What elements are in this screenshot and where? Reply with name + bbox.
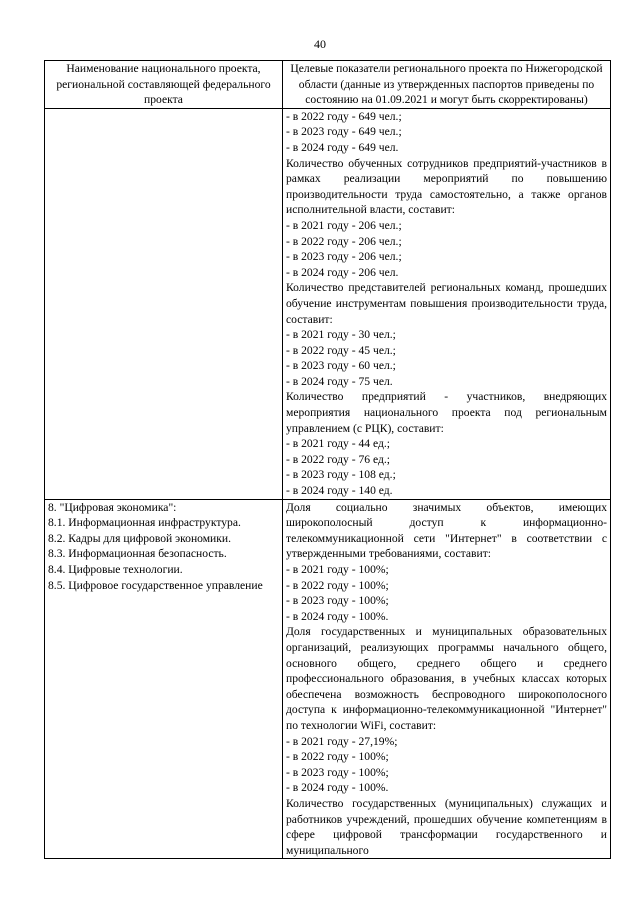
indicator-value-line: - в 2024 году - 75 чел.: [286, 374, 393, 388]
row1-indicators-cell: [283, 108, 611, 499]
row1-project-cell: [45, 108, 283, 499]
indicator-description: Количество представителей региональных команд, прошедших обучение инструментам повышения производительности труда, составит:: [286, 281, 607, 326]
row2-project-cell: [45, 499, 283, 859]
indicator-value-line: - в 2021 году - 206 чел.;: [286, 218, 402, 232]
indicator-value-line: - в 2023 году - 206 чел.;: [286, 250, 402, 264]
indicators-table: [44, 60, 611, 859]
indicator-description: Количество обученных сотрудников предприятий-участников в рамках реализации мероприятий по повышению производительности труда самостоятельно, а также органов исполнительной власти, составит:: [286, 156, 607, 217]
indicator-description: Количество предприятий - участников, внедряющих мероприятия национального проекта под региональным управлением (с РЦК), составит:: [286, 390, 607, 435]
page-number: 40: [314, 37, 326, 51]
indicator-value-line: - в 2024 году - 100%.: [286, 609, 389, 623]
indicator-value-line: - в 2023 году - 60 чел.;: [286, 359, 396, 373]
indicator-description: Доля государственных и муниципальных образовательных организаций, реализующих программы начального общего, основного общего, среднего общего и среднего профессионального образования, в учебных классах которых обеспечена возможность беспроводного широкополосного доступа к информационно-телекоммуникационной "Интернет" по технологии WiFi, составит:: [286, 625, 607, 732]
federal-project-item: 8.1. Информационная инфраструктура.: [48, 516, 241, 530]
indicator-value-line: - в 2023 году - 100%;: [286, 765, 389, 779]
indicator-value-line: - в 2023 году - 108 ед.;: [286, 468, 396, 482]
indicator-value-line: - в 2021 году - 30 чел.;: [286, 328, 396, 342]
table-row: [45, 499, 611, 859]
indicator-value-line: - в 2021 году - 44 ед.;: [286, 437, 391, 451]
indicator-value-line: - в 2024 году - 100%.: [286, 781, 389, 795]
indicator-value-line: - в 2021 году - 100%;: [286, 563, 389, 576]
table-header-row: [45, 61, 611, 109]
indicator-value-line: - в 2023 году - 649 чел.;: [286, 125, 402, 139]
indicator-value-line: - в 2022 году - 76 ед.;: [286, 452, 391, 466]
indicator-description: Количество государственных (муниципальных) служащих и работников учреждений, прошедших обучение компетенциям в сфере цифровой трансформации государственного и муниципального: [286, 796, 607, 857]
indicator-value-line: - в 2024 году - 140 ед.: [286, 484, 393, 498]
federal-project-item: 8.3. Информационная безопасность.: [48, 547, 227, 561]
indicator-value-line: - в 2022 году - 100%;: [286, 750, 389, 764]
indicator-value-line: - в 2022 году - 206 чел.;: [286, 234, 402, 248]
national-project-title: 8. "Цифровая экономика":: [48, 500, 177, 514]
indicator-value-line: - в 2021 году - 27,19%;: [286, 734, 398, 748]
header-project-name: Наименование национального проекта, региональной составляющей федерального проекта: [45, 61, 283, 109]
indicator-value-line: - в 2022 году - 649 чел.;: [286, 109, 402, 123]
indicator-value-line: - в 2023 году - 100%;: [286, 594, 389, 608]
indicator-value-line: - в 2022 году - 45 чел.;: [286, 343, 396, 357]
indicator-value-line: - в 2024 году - 649 чел.: [286, 140, 399, 154]
indicator-description: Доля социально значимых объектов, имеющих широкополосный доступ к информационно-телекоммуникационной сети "Интернет" в соответствии с утвержденными требованиями, составит:: [286, 500, 607, 561]
table-row: [45, 108, 611, 499]
header-target-indicators: Целевые показатели регионального проекта по Нижегородской области (данные из утвержденных паспортов приведены по состоянию на 01.09.2021 и могут быть скорректированы): [283, 61, 611, 109]
indicator-value-line: - в 2022 году - 100%;: [286, 578, 389, 592]
federal-project-item: 8.2. Кадры для цифровой экономики.: [48, 531, 231, 545]
indicator-value-line: - в 2024 году - 206 чел.: [286, 265, 399, 279]
row2-indicators-cell: [283, 499, 611, 859]
federal-project-item: 8.4. Цифровые технологии.: [48, 563, 183, 576]
federal-project-item: 8.5. Цифровое государственное управление: [48, 578, 263, 592]
